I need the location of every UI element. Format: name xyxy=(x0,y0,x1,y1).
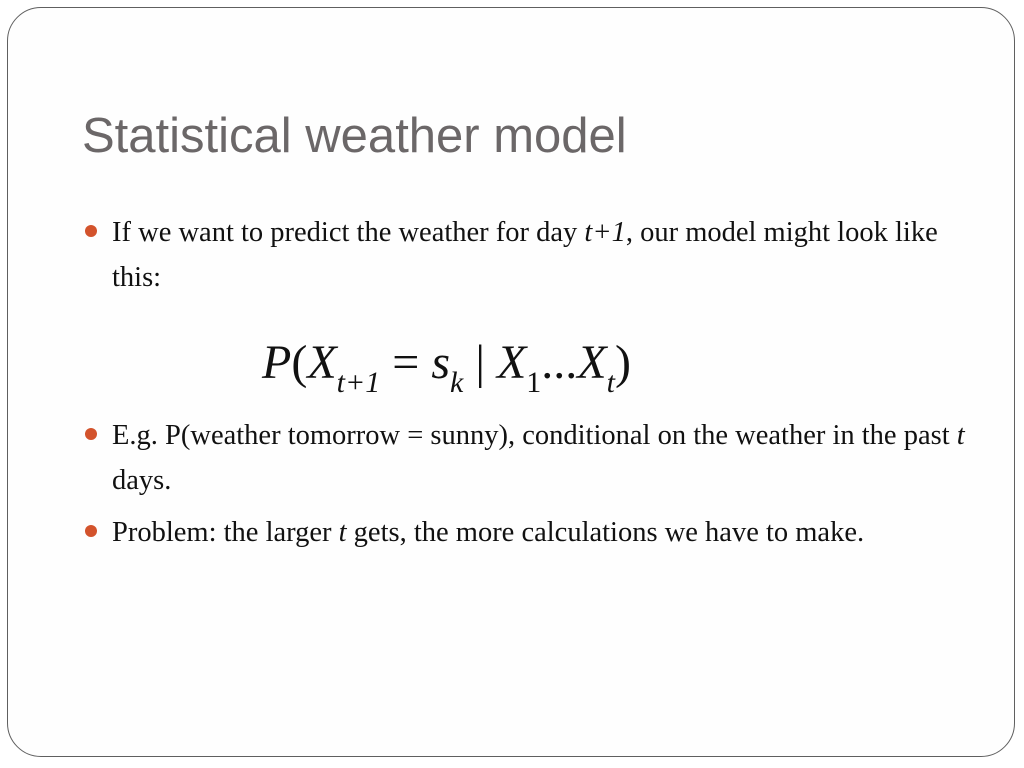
bullet-text: , our model might look like this: xyxy=(112,217,938,293)
formula-subscript xyxy=(607,366,615,399)
bullet-italic-text: t xyxy=(956,420,965,451)
bullet-item xyxy=(112,510,992,555)
bullet-dot-icon xyxy=(85,428,97,440)
bullet-text: If we want to predict the weather for day xyxy=(112,217,585,248)
formula-dots: ... xyxy=(541,336,578,389)
bullet-dot-icon xyxy=(85,525,97,537)
formula-subscript-text: t xyxy=(606,366,615,399)
probability-formula xyxy=(262,333,631,399)
bullet-item xyxy=(112,210,992,300)
formula-p: P xyxy=(262,336,292,389)
slide xyxy=(7,7,1015,757)
bullet-dot-icon xyxy=(85,225,97,237)
formula-x: X xyxy=(577,336,607,389)
formula-equals: = xyxy=(380,336,432,389)
bullet-text: days. xyxy=(112,465,172,496)
formula-subscript xyxy=(337,366,381,399)
formula-subscript xyxy=(450,366,463,399)
bullet-item xyxy=(112,413,992,503)
bullet-text: Problem: the larger xyxy=(112,517,339,548)
formula-x: X xyxy=(496,336,527,389)
bullet-italic-text: t xyxy=(338,517,347,548)
formula-open-paren: ( xyxy=(291,336,308,389)
bullet-italic-text: t+1 xyxy=(584,217,626,248)
formula-x: X xyxy=(307,336,337,389)
bullet-text: E.g. P(weather tomorrow = sunny), conditional on the weather in the past xyxy=(112,420,957,451)
formula-s: s xyxy=(431,336,450,389)
slide-title: Statistical weather model xyxy=(82,109,627,163)
formula-subscript-text: t+1 xyxy=(336,366,381,399)
formula-subscript: 1 xyxy=(526,366,542,399)
formula-close-paren: ) xyxy=(614,336,631,389)
formula-bar: | xyxy=(463,336,497,389)
formula-subscript-text: k xyxy=(450,366,464,399)
bullet-text: gets, the more calculations we have to make. xyxy=(346,517,865,548)
